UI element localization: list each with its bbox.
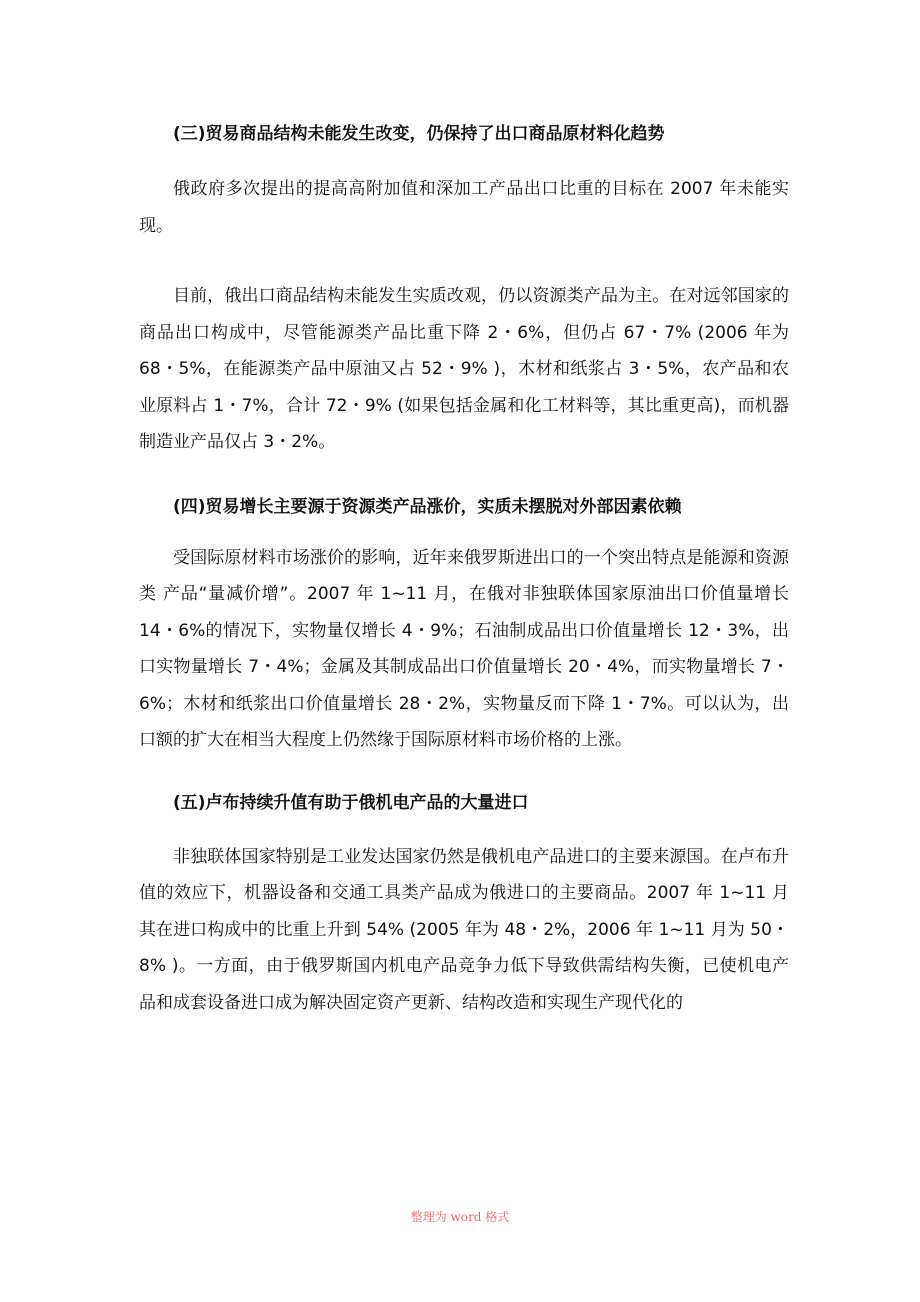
section-heading-3: (三)贸易商品结构未能发生改变，仍保持了出口商品原材料化趋势 bbox=[173, 124, 665, 144]
section-heading-5: (五)卢布持续升值有助于俄机电产品的大量进口 bbox=[173, 792, 529, 813]
section-heading-4: (四)贸易增长主要源于资源类产品涨价，实质未摆脱对外部因素依赖 bbox=[173, 496, 682, 517]
page-footer: 整理为 word 格式 bbox=[410, 1210, 510, 1224]
paragraph-3: 受国际原材料市场涨价的影响，近年来俄罗斯进出口的一个突出特点是能源和资源类 产品“量减价增”。2007 年 1~11 月，在俄对非独联体国家原油出口价值量增长 14・6%的情况下，实物量仅增长 4・9%；石油制成品出口价值量增长 12・3%，出口实物量增长 7・4%；金属及其制成品出口价值量增长 20・4%，而实物量增长 7・6%；木材和纸浆出口价值量增长 28・2%，实物量反而下降 1・7%。可以认为，出口额的扩大在相当大程度上仍然缘于国际原材料市场价格的上涨。 bbox=[139, 547, 789, 750]
paragraph-1: 俄政府多次提出的提高高附加值和深加工产品出口比重的目标在 2007 年未能实现。 bbox=[139, 179, 789, 236]
paragraph-2: 目前，俄出口商品结构未能发生实质改观，仍以资源类产品为主。在对远邻国家的商品出口构成中，尽管能源类产品比重下降 2・6%，但仍占 67・7% (2006 年为 68・5%，在能源类产品中原油又占 52・9% )，木材和纸浆占 3・5%，农产品和农业原料占 1・7%，合计 72・9% (如果包括金属和化工材料等，其比重更高)，而机器制造业产品仅占 3・2%。 bbox=[139, 286, 789, 452]
document-body bbox=[139, 112, 789, 1021]
paragraph-4: 非独联体国家特别是工业发达国家仍然是俄机电产品进口的主要来源国。在卢布升值的效应下，机器设备和交通工具类产品成为俄进口的主要商品。2007 年 1~11 月其在进口构成中的比重上升到 54% (2005 年为 48・2%，2006 年 1~11 月为 50・8% )。一方面，由于俄罗斯国内机电产品竞争力低下导致供需结构失衡，已使机电产品和成套设备进口成为解决固定资产更新、结构改造和实现生产现代化的 bbox=[139, 846, 789, 1013]
